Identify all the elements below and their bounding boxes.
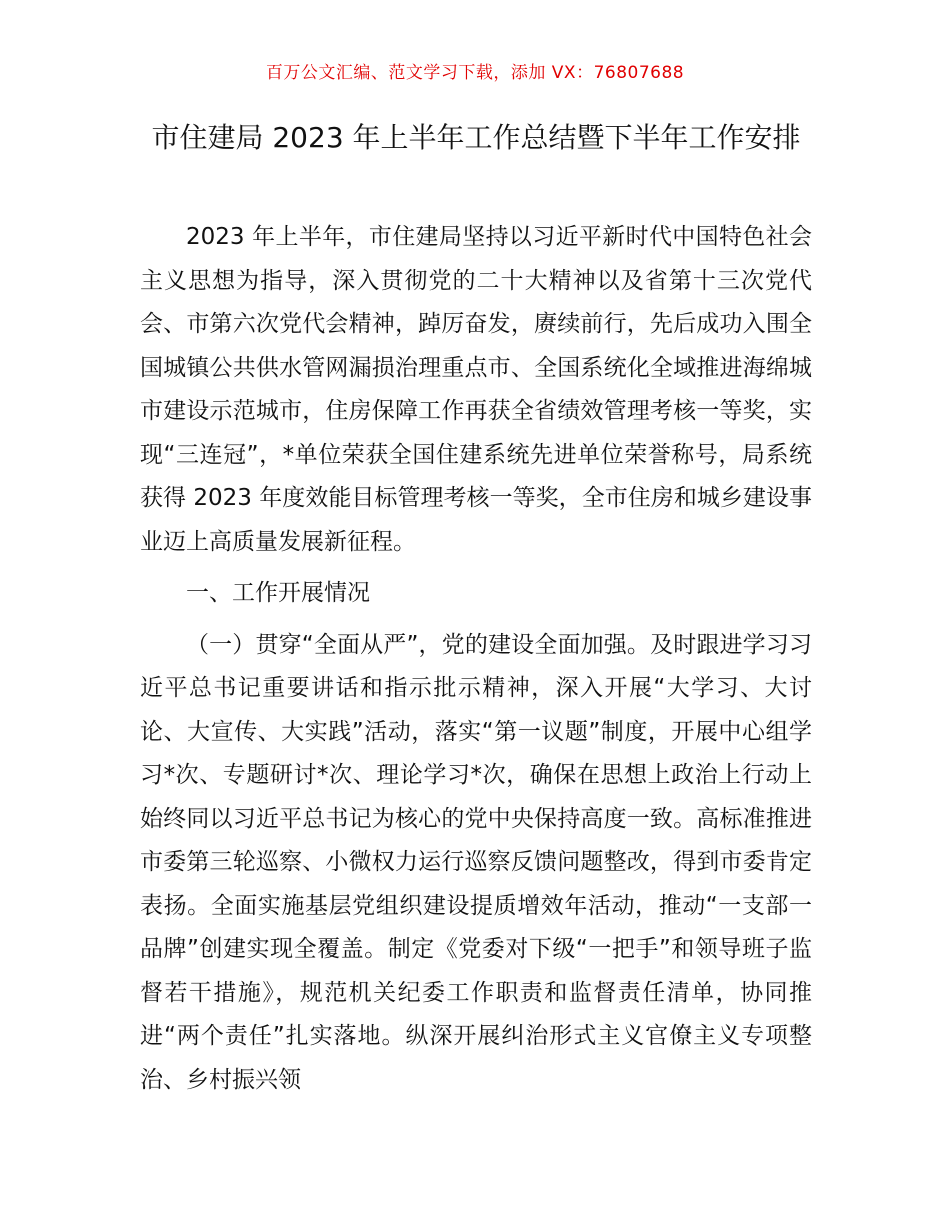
document-title: 市住建局 2023 年上半年工作总结暨下半年工作安排: [151, 121, 801, 154]
section-paragraph: （一）贯穿“全面从严”，党的建设全面加强。及时跟进学习习近平总书记重要讲话和指示批示精神，深入开展“大学习、大讨论、大宣传、大实践”活动，落实“第一议题”制度，开展中心组学习*次、专题研讨*次、理论学习*次，确保在思想上政治上行动上始终同以习近平总书记为核心的党中央保持高度一致。高标准推进市委第三轮巡察、小微权力运行巡察反馈问题整改，得到市委肯定表扬。全面实施基层党组织建设提质增效年活动，推动“一支部一品牌”创建实现全覆盖。制定《党委对下级“一把手”和领导班子监督若干措施》，规范机关纪委工作职责和监督责任清单，协同推进“两个责任”扎实落地。纵深开展纠治形式主义官僚主义专项整治、乡村振兴领: [140, 631, 812, 1093]
document-body: [140, 216, 812, 1102]
section-heading: 一、工作开展情况: [186, 580, 370, 606]
header-promo-note: 百万公文汇编、范文学习下载，添加 VX：76807688: [265, 63, 685, 83]
intro-paragraph: 2023 年上半年，市住建局坚持以习近平新时代中国特色社会主义思想为指导，深入贯彻党的二十大精神以及省第十三次党代会、市第六次党代会精神，踔厉奋发，赓续前行，先后成功入围全国城镇公共供水管网漏损治理重点市、全国系统化全域推进海绵城市建设示范城市，住房保障工作再获全省绩效管理考核一等奖，实现“三连冠”，*单位荣获全国住建系统先进单位荣誉称号，局系统获得 2023 年度效能目标管理考核一等奖，全市住房和城乡建设事业迈上高质量发展新征程。: [140, 224, 812, 555]
paragraph-spacer: [140, 616, 812, 624]
paragraph-spacer: [140, 564, 812, 572]
